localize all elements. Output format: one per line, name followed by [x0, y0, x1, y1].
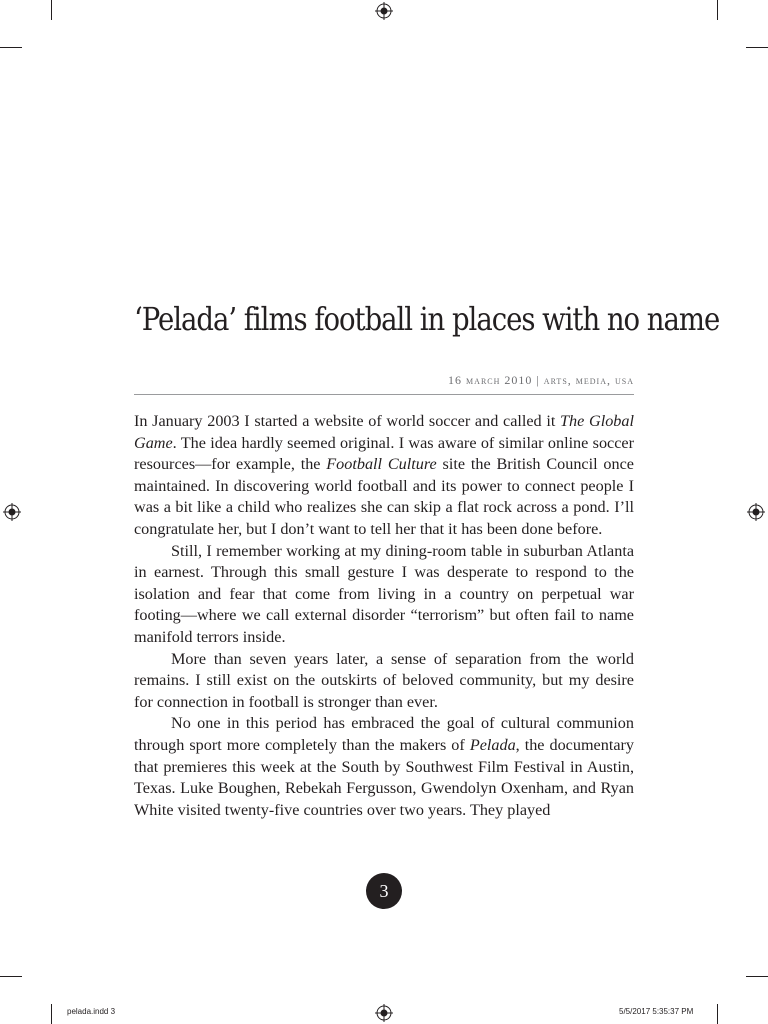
crop-mark [746, 976, 768, 977]
page-number: 3 [366, 873, 402, 909]
registration-mark-icon [375, 2, 393, 20]
paragraph [134, 649, 634, 714]
slug-timestamp: 5/5/2017 5:35:37 PM [619, 1007, 694, 1016]
paragraph-text: . The idea hardly seemed original. I was aware of similar online soccer resources—for example, the [134, 433, 634, 474]
crop-mark [0, 976, 22, 977]
crop-mark [51, 0, 52, 20]
article-title: ‘Pelada’ films football in places with no name [134, 300, 720, 338]
article-date: 16 march 2010 [448, 373, 533, 387]
italic-title-text: Pelada [469, 735, 516, 754]
slug-file: pelada.indd 3 [67, 1007, 116, 1016]
article-tags: arts, media, usa [543, 373, 634, 387]
paragraph-text: More than seven years later, a sense of separation from the world remains. I still exist on the outskirts of beloved community, but my desire for connection in football is stronger than ever. [134, 649, 634, 711]
paragraph [134, 713, 634, 821]
crop-mark [717, 0, 718, 20]
registration-mark-icon [747, 503, 765, 521]
meta-separator: | [536, 373, 540, 387]
registration-mark-icon [375, 1004, 393, 1022]
italic-title-text: The Global Game [134, 412, 634, 452]
paragraph [134, 411, 634, 541]
crop-mark [0, 47, 22, 48]
paragraph [134, 541, 634, 649]
crop-mark [746, 47, 768, 48]
paragraph-text: In January 2003 I started a website of world soccer and called it [134, 412, 561, 430]
crop-mark [717, 1004, 718, 1024]
italic-title-text: Football Culture [326, 455, 437, 474]
title-rule [134, 394, 634, 395]
article-meta [448, 373, 634, 388]
crop-mark [51, 1004, 52, 1024]
paragraph-text: site the British Council once maintained. In discovering world football and its power to connect people I was a bit like a child who realizes she can skip a flat rock across a pond. I’ll congratulate her, but I don’t want to tell her that it has been done before. [134, 455, 634, 538]
paragraph-text: No one in this period has embraced the goal of cultural communion through sport more completely than the makers of [134, 714, 634, 754]
paragraph-text: Still, I remember working at my dining-room table in suburban Atlanta in earnest. Through this small gesture I was desperate to respond to the isolation and fear that come from living in a country on perpetual war footing—where we call external disorder “terrorism” but often fail to name manifold terrors inside. [134, 541, 634, 646]
article-body [134, 411, 634, 821]
paragraph-text: , the documentary that premieres this week at the South by Southwest Film Festival in Austin, Texas. Luke Boughen, Rebekah Fergusson, Gwendolyn Oxenham, and Ryan White visited twenty-five countries over two years. They played [134, 735, 635, 819]
registration-mark-icon [3, 503, 21, 521]
